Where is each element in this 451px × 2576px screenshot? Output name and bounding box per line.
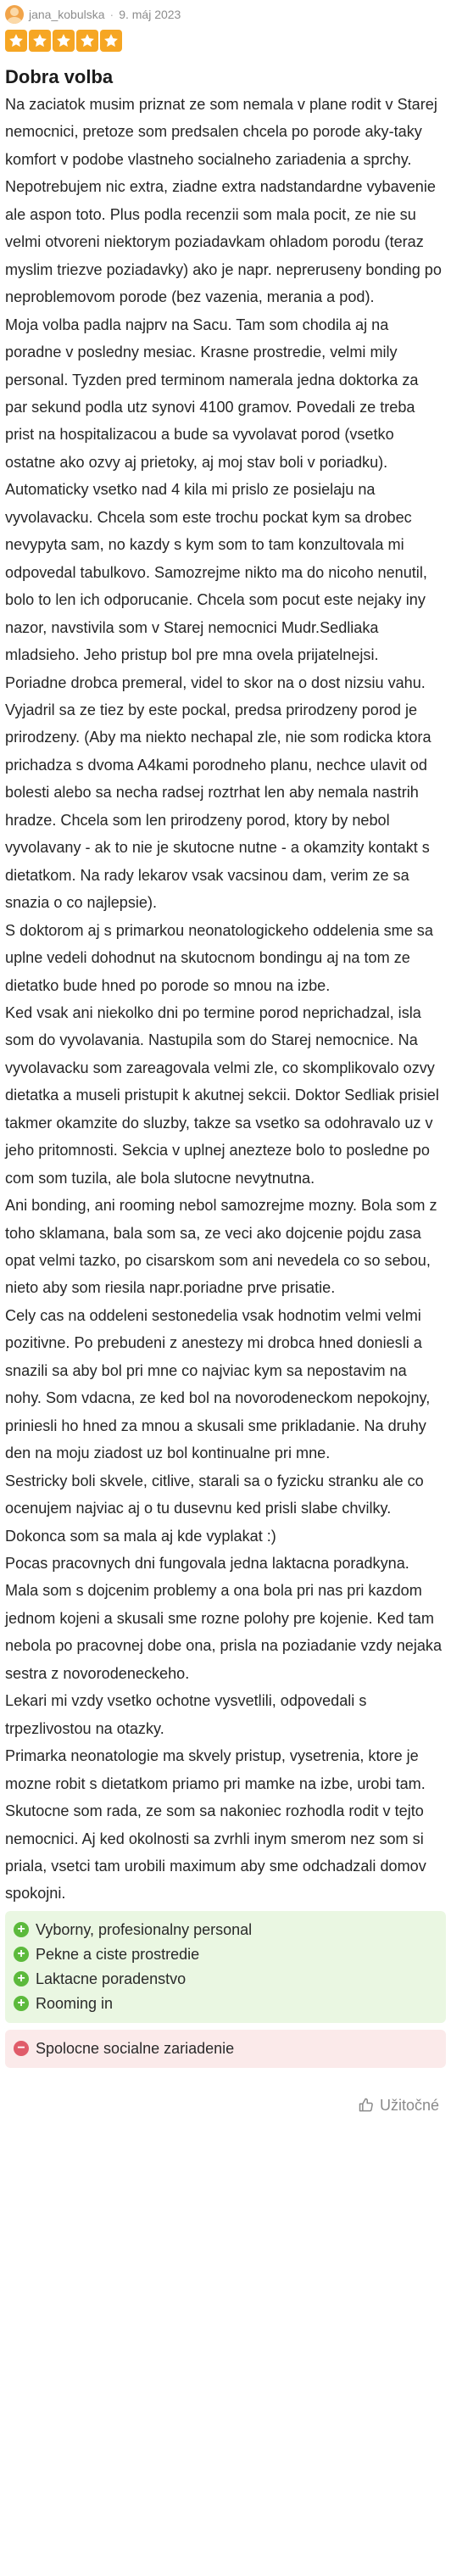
con-item [14,2037,437,2061]
star-icon [29,30,51,52]
helpful-label: Užitočné [379,2096,439,2114]
pro-label: Pekne a ciste prostredie [36,1945,200,1963]
plus-circle-icon: + [14,1971,29,1986]
pro-label: Rooming in [36,1994,114,2012]
review-meta [5,0,446,29]
meta-separator: · [109,8,114,21]
review-paragraph: Pocas pracovnych dni fungovala jedna laktacna poradkyna. Mala som s dojcenim problemy a ona bola pri nas pri kazdom jednom kojeni a skusali sme rozne polohy pre kojenie. Ked tam nebola po pracovnej dobe ona, prisla na poziadanie vzdy nejaka sestra z novorodeneckeho. [5,1555,443,1682]
review-paragraph: Cely cas na oddeleni sestonedelia vsak hodnotim velmi velmi pozitivne. Po prebudeni z anestezy mi drobca hned doniesli a snazili sa aby bol pri mne co najviac kym sa nepostavim na nohy. Som vdacna, ze ked bol na novorodeneckom nepokojny, priniesli ho hned za mnou a skusali sme prikladanie. Na druhy den na moju ziadost uz bol kontinualne pri mne. [5,1306,431,1462]
review-paragraph: Skutocne som rada, ze som sa nakoniec rozhodla rodit v tejto nemocnici. Aj ked okolnosti sa zvrhli inym smerom nez som si priala, vsetci tam urobili maximum aby sme odchadzali domov spokojni. [5,1802,426,1903]
review-pros-cons [5,1911,446,2068]
star-icon [76,30,98,52]
plus-circle-icon: + [14,1996,29,2011]
helpful-button[interactable] [358,2097,439,2115]
pro-item [14,1918,437,1942]
user-avatar [5,5,24,24]
thumbs-up-icon [358,2097,375,2114]
star-icon [100,30,122,52]
cons-box [5,2030,446,2068]
plus-circle-icon: + [14,1947,29,1962]
review-paragraph: Moja volba padla najprv na Sacu. Tam som chodila aj na poradne v posledny mesiac. Krasne prostredie, velmi mily personal. Tyzden pred terminom namerala jedna doktorka za par sekund podla utz synovi 4100 gramov. Povedali ze treba prist na hospitalizacou a bude sa vyvolavat porod (vsetko ostatne ako ozvy aj prietoky, aj moj stav boli v poriadku). Automaticky vsetko nad 4 kila mi prislo ze posielaju na vyvolavacku. Chcela som este trochu pockat kym sa drobec nevypyta sam, no kazdy s kym som to tam konzultovala mi odpovedal tabulkovo. Samozrejme nikto ma do nicoho nenutil, bolo to len ich odporucanie. Chcela som pocut este nejaky iny nazor, navstivila som v Starej nemocnici Mudr.Sedliaka mladsieho. Jeho pristup bol pre mna ovela prijatelnejsi. Poriadne drobca premeral, videl to skor na o dost nizsiu vahu. Vyjadril sa ze tiez by este pockal, predsa prirodzeny porod je prirodzeny. (Aby ma niekto nechapal zle, nie som rodicka ktora prichadza s dvoma A4kami porodneho planu, nechce ulavit od bolesti alebo sa necha radsej roztrhat len aby nemala nastrih hradze. Chcela som len prirodzeny porod, ktory by nebol vyvolavany - ak to nie je skutocne nutne - a okamzity kontakt s dietatkom. Na rady lekarov vsak vacsinou dam, verim ze sa snazia o co najlepsie). [5,316,432,912]
plus-circle-icon: + [14,1922,29,1937]
review-paragraph: Lekari mi vzdy vsetko ochotne vysvetlili, odpovedali s trpezlivostou na otazky. [5,1692,367,1737]
pro-item [14,1992,437,2016]
review-paragraph: Primarka neonatologie ma skvely pristup, vysetrenia, ktore je mozne robit s dietatkom priamo pri mamke na izbe, urobi tam. [5,1747,426,1792]
star-icon [5,30,27,52]
author-name: jana_kobulska [29,8,105,21]
pro-item [14,1942,437,1967]
review-date: 9. máj 2023 [119,8,181,21]
rating-stars [5,29,446,53]
con-label: Spolocne socialne zariadenie [36,2039,235,2057]
review-paragraph: S doktorom aj s primarkou neonatologickeho oddelenia sme sa uplne vedeli dohodnut na skutocnom bondingu aj na tom ze dietatko bude hned po porode so mnou na izbe. [5,921,433,994]
review-paragraph: Ked vsak ani niekolko dni po termine porod neprichadzal, isla som do vyvolavania. Nastupila som do Starej nemocnice. Na vyvolavacku som zareagovala velmi zle, co skomplikovalo ozvy dietatka a museli pristupit k akutnej sekcii. Doktor Sedliak prisiel takmer okamzite do sluzby, takze sa vsetko sa odohravalo uz v jeho pritomnosti. Sekcia v uplnej anezteze bolo to posledne po com som tuzila, ale bola slutocne nevytnutna. [5,1003,439,1187]
minus-circle-icon: − [14,2041,29,2056]
pro-label: Laktacne poradenstvo [36,1970,187,1987]
review-body [5,91,446,1908]
pro-item [14,1967,437,1992]
star-icon [53,30,75,52]
review-footer [5,2097,446,2115]
review-paragraph: Ani bonding, ani rooming nebol samozrejme mozny. Bola som z toho sklamana, bala som sa, ze veci ako dojcenie pojdu zasa opat velmi tazko, po cisarskom som ani nevedela co so sebou, nieto aby som riesila napr.poriadne prve prisatie. [5,1197,437,1297]
review-paragraph: Sestricky boli skvele, citlive, starali sa o fyzicku stranku ale co ocenujem najviac aj o tu dusevnu ked prisli slabe chvilky. Dokonca som sa mala aj kde vyplakat :) [5,1472,424,1545]
pros-box [5,1911,446,2023]
review-title: Dobra volba [5,66,114,87]
pro-label: Vyborny, profesionalny personal [36,1920,253,1938]
review-paragraph: Na zaciatok musim priznat ze som nemala v plane rodit v Starej nemocnici, pretoze som predsalen chcela po porode aky-taky komfort v podobe vlastneho socialneho zariadenia a sprchy. Nepotrebujem nic extra, ziadne extra nadstandardne vybavenie ale aspon toto. Plus podla recenzii som mala pocit, ze nie su velmi otvoreni niektorym poziadavkam ohladom porodu (teraz myslim triezve poziadavky) ako je napr. nepreruseny bonding po neproblemovom porode (bez vazenia, merania a pod). [5,96,442,306]
